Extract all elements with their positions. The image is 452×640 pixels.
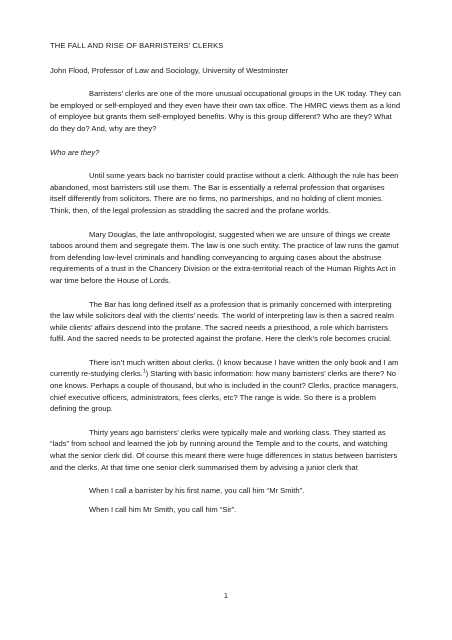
quote-2: When I call him Mr Smith, you call him “Sir”.: [89, 504, 237, 514]
section-heading: Who are they?: [50, 147, 100, 157]
author-line: John Flood, Professor of Law and Sociology, University of Westminster: [50, 65, 289, 75]
document-body: [50, 40, 402, 515]
page-number: 1: [223, 591, 229, 600]
quote-1: When I call a barrister by his first name, you call him “Mr Smith”.: [89, 486, 305, 496]
paragraph-5: Thirty years ago barristers’ clerks were typically male and working class. They started as “lads” from school and learned the job by running around the Temple and to the courts, and watching what the senior clerk did. Of course this meant there were huge differences in status between barristers and the clerks. At that time one senior clerk summarised them by advising a junior clerk that: [50, 427, 398, 472]
document-title: THE FALL AND RISE OF BARRISTERS’ CLERKS: [50, 41, 224, 50]
paragraph-3: The Bar has long defined itself as a profession that is primarily concerned with interpreting the law while solicitors deal with the clients’ needs. The world of interpreting law is then a sacred realm while clients’ affairs descend into the profane. The sacred needs a priesthood, a role which barristers fulfil. And the sacred needs to be protected against the profane. Here the clerk’s role becomes crucial.: [50, 299, 394, 344]
paragraph-4: [50, 357, 402, 415]
paragraph-4-text-end: ) Starting with basic information: how many barristers’ clerks are there? No one knows. Perhaps a couple of thousand, but who is included in the count? Clerks, practice managers, chief executive officers, administrators, fees clerks, etc? The range is wide. So there is a problem defining the group.: [50, 369, 399, 414]
intro-paragraph: Barristers’ clerks are one of the more unusual occupational groups in the UK today. They can be employed or self-employed and they even have their own tax office. The HMRC views them as a kind of employee but grants them self-employed benefits. Why is this group different? Who are they? What do they do? And, why are they?: [50, 89, 401, 133]
paragraph-2: Mary Douglas, the late anthropologist, suggested when we are unsure of things we create taboos around them and segregate them. The law is one such entity. The practice of law runs the gamut from defending low-level criminals and handling conveyancing to arguing cases about the abstruse requirements of a trust in the Chancery Division or the extra-territorial reach of the Human Rights Act in war time before the House of Lords.: [50, 229, 399, 285]
paragraph-1: Until some years back no barrister could practise without a clerk. Although the rule has been abandoned, most barristers still use them. The Bar is essentially a referral profession that organises itself differently from solicitors. There are no firms, no partnerships, and no holding of client monies. Think, then, of the legal profession as straddling the sacred and the profane worlds.: [50, 171, 399, 215]
footnote-marker: 1: [142, 368, 146, 375]
paragraph-4-text-start: There isn’t much written about clerks. (I know because I have written the only book and I am currently re-studying clerks.: [50, 357, 399, 379]
